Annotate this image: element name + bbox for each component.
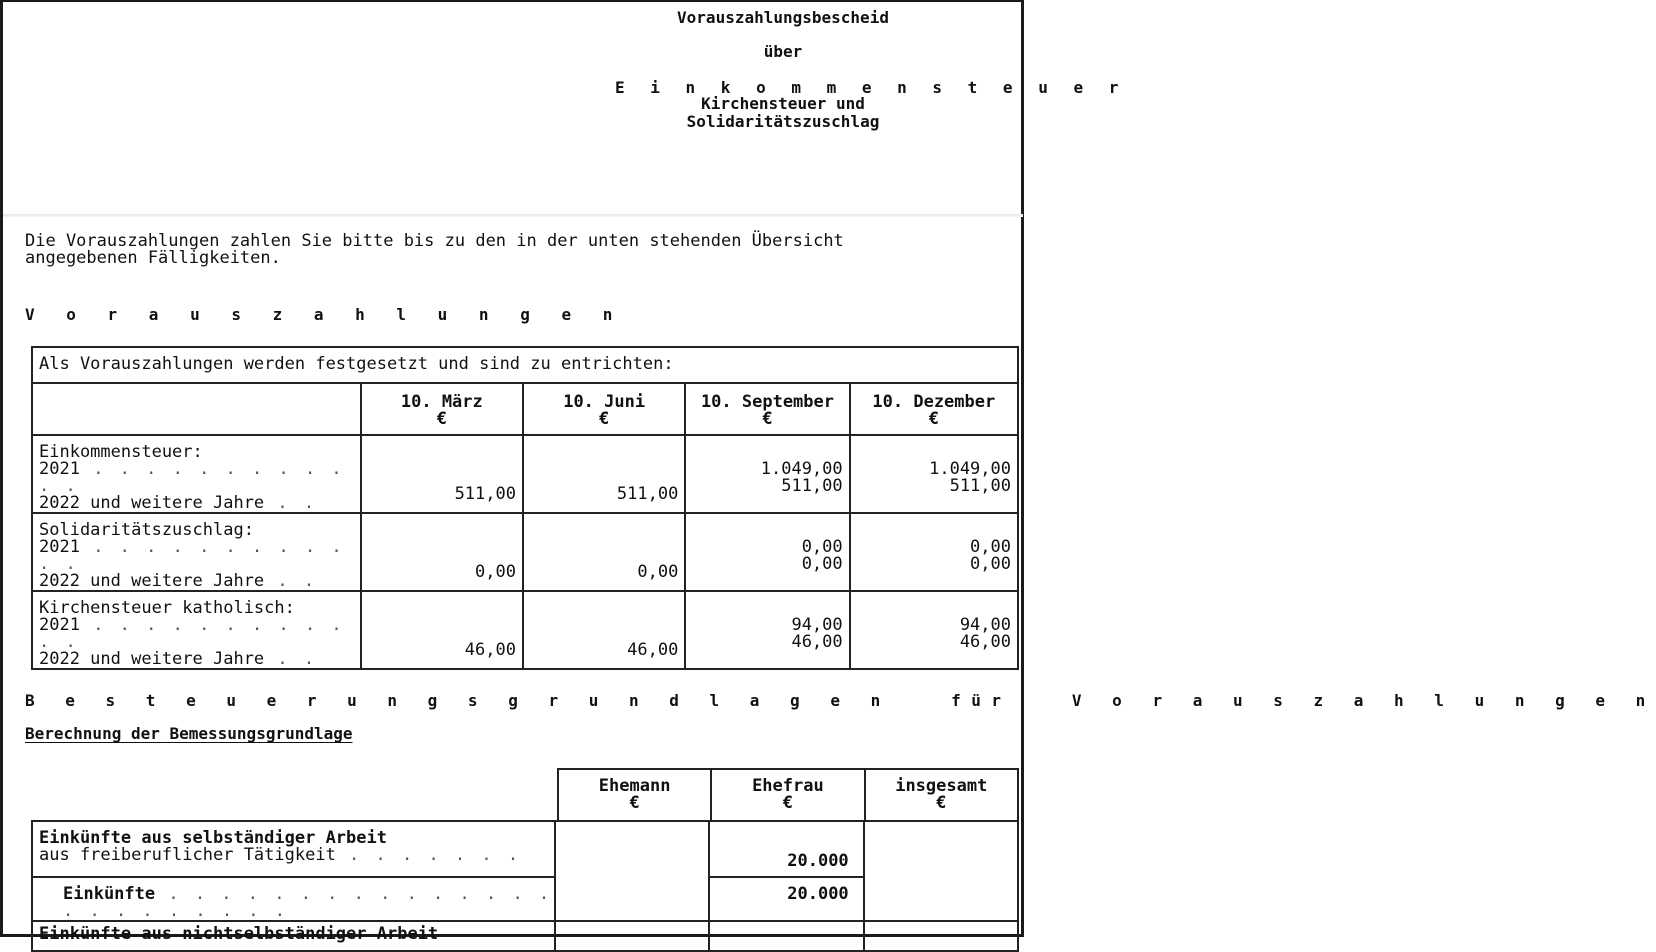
row-label-cell xyxy=(32,435,361,513)
doc-title-ueber: über xyxy=(763,42,803,61)
col-header-maerz: 10. März € xyxy=(361,383,523,435)
value-cell: 46,00 xyxy=(361,591,523,669)
row-label-future: 2022 und weitere Jahre xyxy=(39,571,265,591)
value-cell: 0,00 xyxy=(361,513,523,591)
col-header-dezember: 10. Dezember € xyxy=(850,383,1018,435)
value-cell: 1.049,00 511,00 xyxy=(850,435,1018,513)
leader-dots: . . xyxy=(264,571,318,591)
col-header-juni: 10. Juni € xyxy=(523,383,685,435)
group-title: Einkommensteuer: xyxy=(39,442,203,462)
col-header-ehemann: Ehemann € xyxy=(558,769,711,821)
value-cell: 511,00 xyxy=(361,435,523,513)
row-label-year: 2021 xyxy=(39,615,80,635)
table-row-kirchensteuer xyxy=(32,591,1018,669)
table1-caption: Als Vorauszahlungen werden festgesetzt und sind zu entrichten: xyxy=(39,354,674,374)
row-label-cell xyxy=(32,591,361,669)
value-cell: 1.049,00 511,00 xyxy=(685,435,849,513)
row-label-einkuenfte: Einkünfte xyxy=(63,884,156,904)
vorauszahlungen-table xyxy=(31,346,1019,670)
value-cell-ehefrau: 20.000 xyxy=(709,821,863,877)
group-title: Solidaritätszuschlag: xyxy=(39,520,254,540)
bemessung-table xyxy=(31,820,1019,952)
table-row-nichtselbstaendig xyxy=(32,921,1018,951)
value-cell-ehemann xyxy=(555,821,709,921)
col-header-ehefrau: Ehefrau € xyxy=(711,769,864,821)
block-title-nichtselbstaendig: Einkünfte aus nichtselbständiger Arbeit xyxy=(39,924,439,944)
value-cell-insgesamt xyxy=(864,821,1018,921)
doc-title: Vorauszahlungsbescheid xyxy=(677,8,889,27)
leader-dots: . . xyxy=(264,493,318,513)
row-label-cell xyxy=(32,921,555,951)
value-cell: 511,00 xyxy=(523,435,685,513)
col-header-september: 10. September € xyxy=(685,383,849,435)
value-cell xyxy=(864,921,1018,951)
doc-title-kirchensteuer: Kirchensteuer und xyxy=(701,94,865,113)
bemessung-table-header xyxy=(557,768,1019,822)
leader-dots: . . . . . . . . . . . . xyxy=(39,459,345,496)
section-subtitle-bemessungsgrundlage: Berechnung der Bemessungsgrundlage xyxy=(25,724,353,743)
leader-dots: . . xyxy=(264,649,318,669)
group-title: Kirchensteuer katholisch: xyxy=(39,598,295,618)
leader-dots: . . . . . . . xyxy=(335,845,522,865)
section-title-besteuerungsgrundlagen: B e s t e u e r u n g s g r u n d l a g e n für V o r a u s z a h l u n g e n xyxy=(25,691,1656,710)
intro-text-line2: angegebenen Fälligkeiten. xyxy=(25,248,281,268)
value-cell xyxy=(555,921,709,951)
value-cell: 46,00 xyxy=(523,591,685,669)
row-label-future: 2022 und weitere Jahre xyxy=(39,649,265,669)
block-title-selbstaendig: Einkünfte aus selbständiger Arbeit xyxy=(39,828,387,848)
row-label-cell xyxy=(32,877,555,921)
row-label-future: 2022 und weitere Jahre xyxy=(39,493,265,513)
paper-fold-line xyxy=(3,214,1023,217)
leader-dots: . . . . . . . . . . . . xyxy=(39,615,345,652)
value-cell xyxy=(709,921,863,951)
intro-text-line1: Die Vorauszahlungen zahlen Sie bitte bis zu den in der unten stehenden Übersicht xyxy=(25,231,844,251)
row-label-cell xyxy=(32,821,555,877)
table1-corner xyxy=(32,383,361,435)
table1-caption-cell xyxy=(32,347,1018,383)
table-row-freiberuflich xyxy=(32,821,1018,877)
row-label-freiberuflich: aus freiberuflicher Tätigkeit xyxy=(39,845,336,865)
row-label-year: 2021 xyxy=(39,459,80,479)
value-cell: 94,00 46,00 xyxy=(685,591,849,669)
value-cell: 0,00 0,00 xyxy=(685,513,849,591)
value-cell: 0,00 xyxy=(523,513,685,591)
table-row-solidaritaetszuschlag xyxy=(32,513,1018,591)
leader-dots: . . . . . . . . . . . . . . . . . . . . . . . . xyxy=(63,884,553,921)
section-title-vorauszahlungen: V o r a u s z a h l u n g e n xyxy=(25,305,624,324)
doc-title-soli: Solidaritätszuschlag xyxy=(686,112,880,131)
value-cell-ehefrau-sum: 20.000 xyxy=(709,877,863,921)
doc-title-einkommensteuer: E i n k o m m e n s t e u e r xyxy=(615,78,1127,97)
value-cell: 0,00 0,00 xyxy=(850,513,1018,591)
value-cell: 94,00 46,00 xyxy=(850,591,1018,669)
row-label-year: 2021 xyxy=(39,537,80,557)
col-header-insgesamt: insgesamt € xyxy=(865,769,1018,821)
leader-dots: . . . . . . . . . . . . xyxy=(39,537,345,574)
row-label-cell xyxy=(32,513,361,591)
table-row-einkommensteuer xyxy=(32,435,1018,513)
